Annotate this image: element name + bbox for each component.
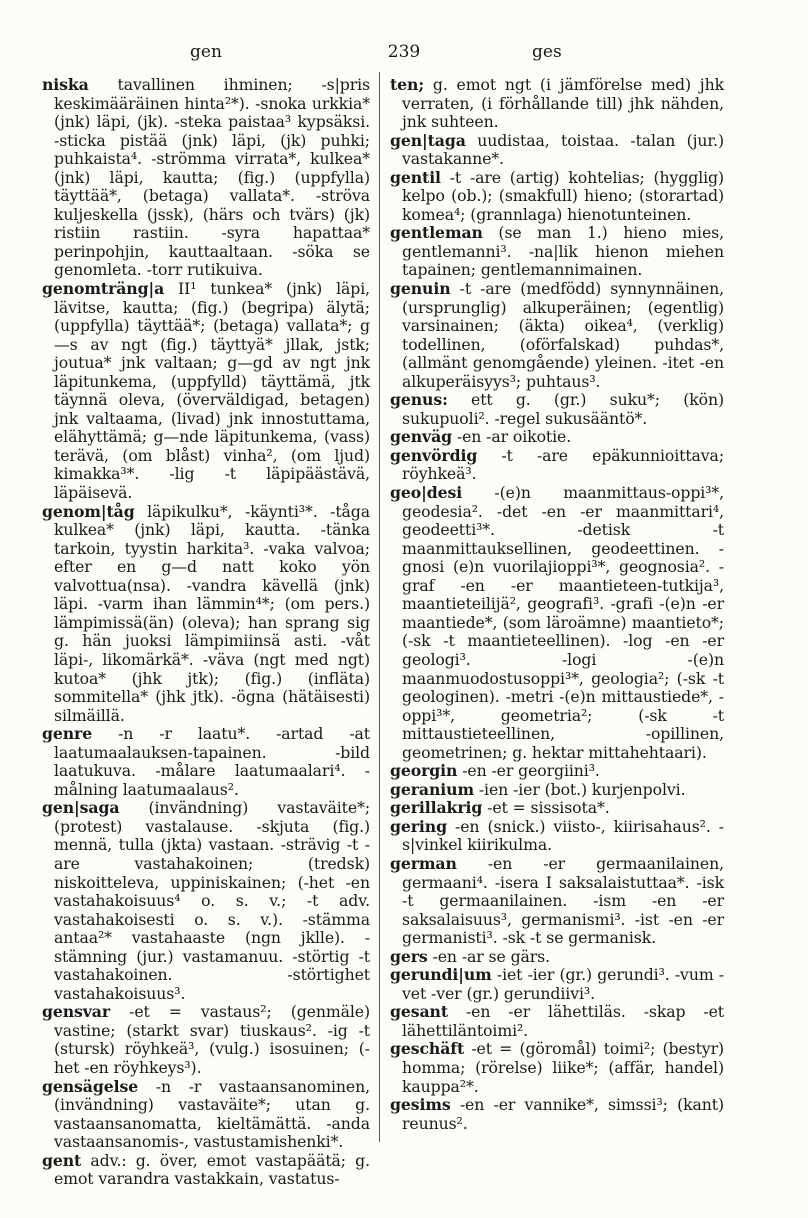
column-divider	[379, 72, 380, 1142]
dictionary-entry: genväg -en -ar oikotie.	[390, 427, 572, 447]
dictionary-entry: gentil -t -are (artig) kohtelias; (hygglig) kelpo (ob.); (smakfull) hieno; (storartad) komea⁴; (grannlaga) hienotunteinen.	[390, 167, 724, 224]
dictionary-entry: gent adv.: g. över, emot vastapäätä; g. emot varandra vastakkain, vastatus-	[42, 1150, 370, 1189]
headword: genre	[42, 724, 93, 744]
headword: niska	[42, 75, 89, 94]
headword: gers	[390, 946, 428, 966]
dictionary-entry: genuin -t -are (medfödd) synnynnäinen, (ursprunglig) alkuperäinen; (egentlig) varsinainen; (äkta) oikea⁴, (verklig) todellinen, (oförfalskad) puhdas*, (allmänt genomgående) yleinen. -itet -en alkuperäisyys³; puhtaus³.	[390, 279, 724, 391]
dictionary-entry: genomträng|a II¹ tunkea* (jnk) läpi, lävitse, kautta; (fig.) (begripa) älytä; (uppfylla) täyttää*; (betaga) vallata*; g—s av ngt (fig.) täyttyä* jllak, jstk; joutua* jnk valtaan; g—gd av ngt jnk läpitunkema, (uppfylld) täyttämä, jtk täynnä oleva, (överväldigad, betagen) jnk valtaama, (livad) jnk innostuttama, elähyttämä; g—nde läpitunkema, (vass) terävä, (om blåst) vinha², (om ljud) kimakka³*. -lig -t läpipäästävä, läpäisevä.	[42, 279, 370, 503]
right-column	[390, 76, 724, 1133]
headword: gesant	[390, 1002, 448, 1022]
headword: genvördig	[390, 445, 478, 465]
headword: genuin	[390, 279, 451, 299]
dictionary-entry: georgin -en -er georgiini³.	[390, 761, 600, 781]
headword: gensvar	[42, 1002, 111, 1022]
headword: genus:	[390, 390, 448, 410]
dictionary-entry: gensvar -et = vastaus²; (genmäle) vastine; (starkt svar) tiuskaus². -ig -t (stursk) röyhkeä³, (vulg.) isosuinen; (-het -en röyhkeys³).	[42, 1002, 370, 1077]
dictionary-entry: gentleman (se man 1.) hieno mies, gentlemanni³. -na|lik hienon miehen tapainen; gentlemannimainen.	[390, 223, 724, 280]
dictionary-entry: german -en -er germaanilainen, germaani⁴. -isera I saksalaistuttaa*. -isk -t germaanilainen. -ism -en -er saksalaisuus³, germanismi³. -ist -en -er germanisti³. -sk -t se germanisk.	[390, 853, 724, 948]
headword: gent	[42, 1150, 82, 1170]
headword: gerillakrig	[390, 798, 483, 818]
dictionary-entry: gerillakrig -et = sissisota*.	[390, 798, 610, 818]
headword: gen|taga	[390, 130, 466, 150]
headword: genomträng|a	[42, 279, 165, 299]
dictionary-entry: ten; g. emot ngt (i jämförelse med) jhk verraten, (i förhållande till) jhk nähden, jnk suhteen.	[390, 75, 724, 132]
dictionary-entry: genus: ett g. (gr.) suku*; (kön) sukupuoli². -regel sukusääntö*.	[390, 390, 724, 428]
dictionary-entry: genom|tåg läpikulku*, -käynti³*. -tåga kulkea* (jnk) läpi, kautta. -tänka tarkoin, tyystin harkita³. -vaka valvoa; efter en g—d natt koko yön valvottua(nsa). -vandra kävellä (jnk) läpi. -varm ihan lämmin⁴*; (om pers.) lämpimissä(än) (oleva); han sprang sig g. hän juoksi lämpimiinsä asti. -våt läpi-, likomärkä*. -väva (ngt med ngt) kutoa* (jhk jtk); (fig.) (infläta) sommitella* (jhk jtk). -ögna (hätäisesti) silmäillä.	[42, 501, 370, 725]
dictionary-entry: gesims -en -er vannike*, simssi³; (kant) reunus².	[390, 1095, 724, 1133]
dictionary-entry: gers -en -ar se gärs.	[390, 946, 551, 966]
headword: gering	[390, 816, 447, 836]
headword: geranium	[390, 779, 474, 799]
dictionary-entry: genvördig -t -are epäkunnioittava; röyhkeä³.	[390, 445, 724, 484]
headword: gentleman	[390, 223, 483, 243]
headword: gesims	[390, 1095, 451, 1115]
dictionary-entry: gering -en (snick.) viisto-, kiirisahaus². -s|vinkel kiirikulma.	[390, 816, 724, 855]
dictionary-entry: geranium -ien -ier (bot.) kurjenpolvi.	[390, 779, 686, 799]
dictionary-entry: gen|saga (invändning) vastaväite*; (protest) vastalause. -skjuta (fig.) mennä, tulla (jkta) vastaan. -strävig -t -are vastahakoinen; (tredsk) niskoitteleva, uppiniskainen; (-het -en vastahakoisuus⁴ o. s. v.; -t adv. vastahakoisesti o. s. v.). -stämma antaa²* vastahaaste (ngn jklle). -stämning (jur.) vastamanuu. -störtig -t vastahakoinen. -störtighet vastahakoisuus³.	[42, 798, 370, 1003]
headword: geo|desi	[390, 483, 463, 503]
dictionary-entry: genre -n -r laatu*. -artad -at laatumaalauksen-tapainen. -bild laatukuva. -målare laatumaalari⁴. -målning laatumaalaus².	[42, 724, 370, 799]
headword: geschäft	[390, 1039, 465, 1059]
headword: genom|tåg	[42, 501, 135, 521]
running-head-left: gen	[190, 42, 222, 62]
dictionary-entry: geo|desi -(e)n maanmittaus-oppi³*, geodesia². -det -en -er maanmittari⁴, geodeetti³*. -detisk -t maanmittauksellinen, geodeettinen. -gnosi (e)n vuorilajioppi³*, geognosia². -graf -en -er maantieteen-tutkija³, maantieteilijä², geografi³. -grafi -(e)n -er maantiede*, (som läroämne) maantieto*; (-sk -t maantieteellinen). -log -en -er geologi³. -logi -(e)n maanmuodostusoppi³*, geologia²; (-sk -t geologinen). -metri -(e)n mittaustiede*, -oppi³*, geometria²; (-sk -t mittaustieteellinen, -opillinen, geometrinen; g. hektar mittahehtaari).	[390, 483, 724, 762]
headword: georgin	[390, 761, 458, 781]
dictionary-entry: gerundi|um -iet -ier (gr.) gerundi³. -vum -vet -ver (gr.) gerundiivi³.	[390, 965, 724, 1003]
headword: gentil	[390, 167, 441, 187]
page-number: 239	[387, 42, 421, 62]
headword: gensägelse	[42, 1076, 139, 1096]
running-head-right: ges	[532, 42, 562, 62]
headword: gerundi|um	[390, 965, 492, 985]
headword: german	[390, 853, 457, 873]
headword: genväg	[390, 427, 453, 447]
dictionary-entry: gesant -en -er lähettiläs. -skap -et lähettiläntoimi².	[390, 1002, 724, 1040]
dictionary-entry: gensägelse -n -r vastaansanominen, (invändning) vastaväite*; utan g. vastaansanomatta, kieltämättä. -anda vastaansanomis-, vastustamishenki*.	[42, 1076, 370, 1152]
dictionary-entry: geschäft -et = (göromål) toimi²; (bestyr) homma; (rörelse) liike*; (affär, handel) kauppa²*.	[390, 1039, 724, 1096]
dictionary-entry: niska tavallinen ihminen; -s|pris keskimääräinen hinta²*). -snoka urkkia* (jnk) läpi, (jk). -steka paistaa³ kypsäksi. -sticka pistää (jnk) läpi, (jk) puhki; puhkaista⁴. -strömma virrata*, kulkea* (jnk) läpi, kautta; (fig.) (uppfylla) täyttää*, (betaga) vallata*. -ströva kuljeskella (jssk), (härs och tvärs) (jk) ristiin rastiin. -syra hapattaa* perinpohjin, kauttaaltaan. -söka se genomleta. -torr rutikuiva.	[42, 75, 370, 280]
headword: gen|saga	[42, 798, 120, 818]
dictionary-entry: gen|taga uudistaa, toistaa. -talan (jur.) vastakanne*.	[390, 130, 724, 169]
headword: ten;	[390, 75, 425, 94]
left-column	[42, 76, 370, 1189]
